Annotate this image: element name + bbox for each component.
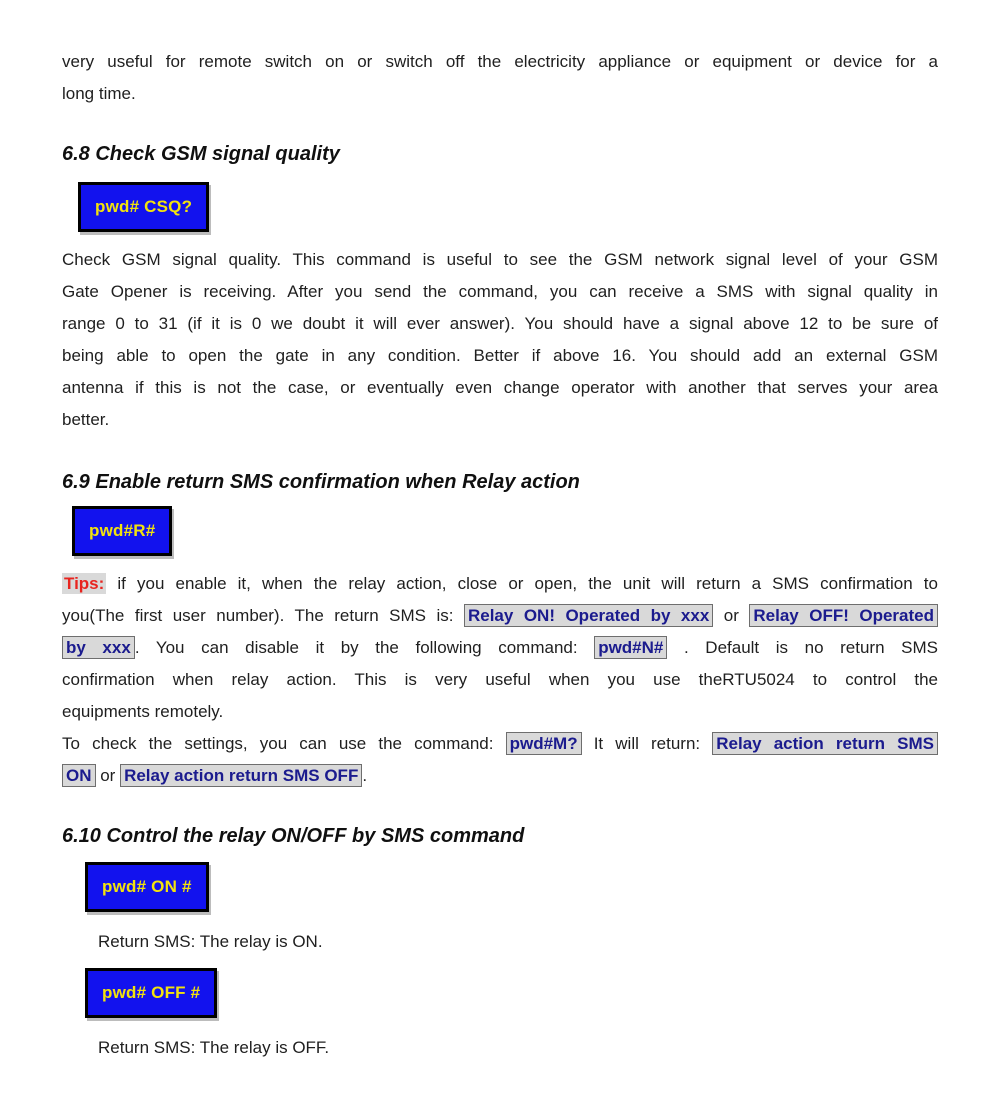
paragraph-line: Check GSM signal quality. This command is useful to see the GSM network signal level of your GSM xyxy=(62,250,938,269)
highlight-pwd-m-command: pwd#M? xyxy=(506,732,582,755)
intro-paragraph xyxy=(62,46,938,110)
check-text: It will return: xyxy=(581,734,713,753)
command-box-csq: pwd# CSQ? xyxy=(78,182,209,232)
paragraph-line xyxy=(62,600,938,632)
check-text: To check the settings, you can use the command: xyxy=(62,734,506,753)
highlight-pwd-n-command: pwd#N# xyxy=(594,636,667,659)
command-box-on: pwd# ON # xyxy=(85,862,209,912)
check-settings-paragraph xyxy=(62,728,938,792)
paragraph-line: long time. xyxy=(62,84,136,103)
check-text: or xyxy=(95,766,121,785)
paragraph-line xyxy=(62,632,938,664)
command-box-off: pwd# OFF # xyxy=(85,968,217,1018)
check-text: . xyxy=(362,766,368,785)
section-heading-6-9: 6.9 Enable return SMS confirmation when Relay action xyxy=(62,471,580,493)
command-row xyxy=(85,968,938,1018)
command-box-r: pwd#R# xyxy=(72,506,172,556)
paragraph-line: antenna if this is not the case, or eventually even change operator with another that serves your area xyxy=(62,378,938,397)
return-sms-on-line: Return SMS: The relay is ON. xyxy=(98,932,323,951)
command-row xyxy=(78,182,938,232)
paragraph-line: range 0 to 31 (if it is 0 we doubt it will ever answer). You should have a signal above 12 to be sure of xyxy=(62,314,938,333)
tips-text: . Default is no return SMS xyxy=(667,638,938,657)
command-row xyxy=(85,862,938,912)
highlight-relay-off-sms: Relay OFF! Operated xyxy=(749,604,938,627)
paragraph-line: equipments remotely. xyxy=(62,702,224,721)
return-sms-off-line: Return SMS: The relay is OFF. xyxy=(98,1038,330,1057)
section-heading-6-8: 6.8 Check GSM signal quality xyxy=(62,143,340,165)
highlight-on-wrap: ON xyxy=(62,764,96,787)
highlight-relay-on-sms: Relay ON! Operated by xxx xyxy=(464,604,713,627)
highlight-relay-action-sms-off: Relay action return SMS OFF xyxy=(120,764,362,787)
paragraph-line: Gate Opener is receiving. After you send the command, you can receive a SMS with signal quality in xyxy=(62,282,938,301)
paragraph-line xyxy=(62,568,938,600)
paragraph-line: being able to open the gate in any condition. Better if above 16. You should add an external GSM xyxy=(62,346,938,365)
tips-paragraph xyxy=(62,568,938,728)
paragraph-line: very useful for remote switch on or switch off the electricity appliance or equipment or device for a xyxy=(62,52,938,71)
paragraph-line xyxy=(62,728,938,760)
section-heading-6-10: 6.10 Control the relay ON/OFF by SMS command xyxy=(62,825,525,847)
tips-text: you(The first user number). The return SMS is: xyxy=(62,606,464,625)
paragraph-line: confirmation when relay action. This is very useful when you use theRTU5024 to control the xyxy=(62,670,938,689)
tips-text: . You can disable it by the following command: xyxy=(134,638,595,657)
paragraph-line: better. xyxy=(62,410,110,429)
highlight-relay-action-sms-on: Relay action return SMS xyxy=(712,732,938,755)
paragraph-line xyxy=(62,760,938,792)
tips-label: Tips: xyxy=(64,574,105,593)
gsm-signal-paragraph xyxy=(62,244,938,436)
tips-text: or xyxy=(713,606,750,625)
command-row xyxy=(72,506,938,556)
highlight-by-xxx: by xxx xyxy=(62,636,135,659)
tips-text: if you enable it, when the relay action, close or open, the unit will return a SMS confirmation to xyxy=(106,574,938,593)
